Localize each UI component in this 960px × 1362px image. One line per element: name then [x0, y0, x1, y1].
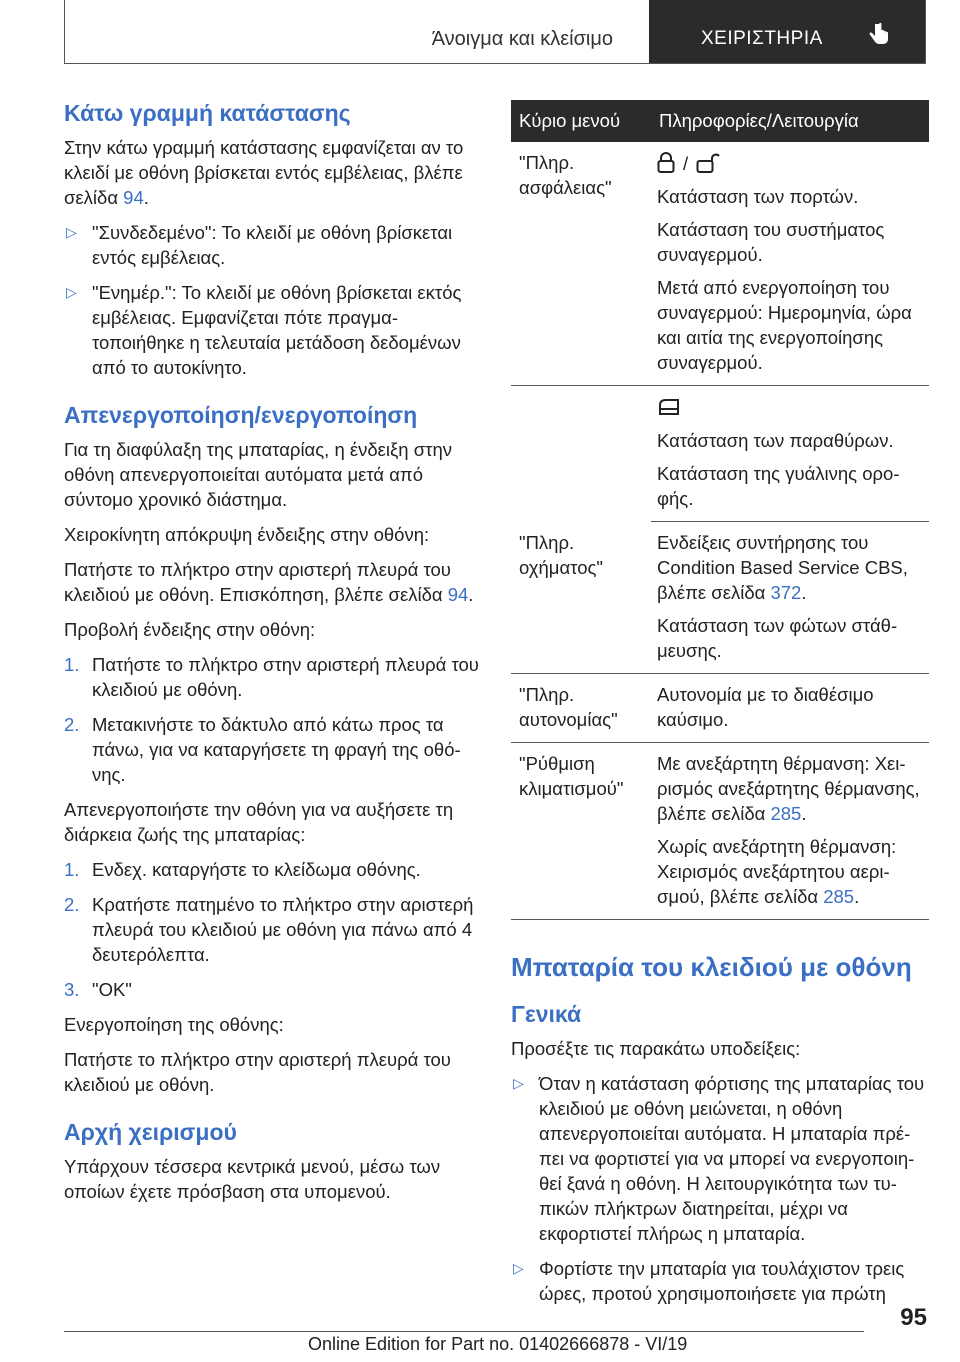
- paragraph: Χειροκίνητη απόκρυψη ένδειξης στην οθόνη:: [64, 524, 430, 545]
- list-item: [64, 712, 484, 787]
- info-text-part: Με ανεξάρτητη θέρμανση: Χειρισμός ανεξάρτητης θέρμανσης, βλέπε σελίδα: [657, 753, 920, 824]
- step-number: 2.: [64, 714, 80, 735]
- page-link[interactable]: 285: [823, 886, 855, 907]
- list-item: [64, 977, 484, 1002]
- info-text: [657, 751, 923, 826]
- table-row: [511, 674, 929, 743]
- menu-cell: "Πληρ. αυτονομίας": [511, 674, 651, 743]
- table-header-row: [511, 100, 929, 142]
- list-item-text: "OK": [92, 979, 132, 1000]
- info-text: Μετά από ενεργοποίηση του συναγερμού: Ημερομηνία, ώρα και αιτία της ενεργοποίησης συναγερμού.: [657, 277, 912, 373]
- off-steps-list: [64, 857, 484, 1002]
- paragraph: Για τη διαφύλαξη της μπαταρίας, η ένδειξη στην οθόνη απενεργοποιείται αυτόματα μετά από σύντομο χρονικό διάστημα.: [64, 439, 453, 510]
- page-link[interactable]: 94: [447, 584, 469, 605]
- list-item-text: "Συνδεδεμένο": Το κλειδί με οθόνη βρίσκεται εντός εμβέλειας.: [92, 222, 453, 268]
- info-text: Αυτονομία με το διαθέσιμο καύσιμο.: [657, 684, 874, 730]
- step-number: 1.: [64, 859, 80, 880]
- right-column: [511, 100, 929, 1316]
- footer-divider: [64, 1331, 864, 1332]
- icon-line: [657, 394, 923, 420]
- step-number: 1.: [64, 654, 80, 675]
- step-number: 3.: [64, 979, 80, 1000]
- column-header-main-menu: Κύριο μενού: [511, 100, 651, 142]
- icon-line: [657, 150, 923, 176]
- info-text-end: .: [801, 803, 807, 824]
- paragraph: Πατήστε το πλήκτρο στην αριστερή πλευρά του κλειδιού με οθόνη.: [64, 1049, 451, 1095]
- header-chapter-tab: [649, 0, 925, 63]
- icon-separator: /: [683, 152, 689, 174]
- list-item-text: Πατήστε το πλήκτρο στην αριστερή πλευρά του κλειδιού με οθόνη.: [92, 654, 479, 700]
- header-section-title: Άνοιγμα και κλείσιμο: [431, 28, 613, 50]
- general-heading: Γενικά: [511, 1001, 582, 1027]
- list-item-text: "Ενημέρ.": Το κλειδί με οθόνη βρίσκεται εκτός εμβέλειας. Εμφανίζεται πότε πραγματοποιήθηκε η τελευταία μετάδοση δεδομένων από το αυτοκίνητο.: [92, 282, 462, 378]
- page-link[interactable]: 94: [123, 187, 144, 208]
- list-item: [511, 1256, 929, 1306]
- info-text: Κατάσταση του συστήματος συναγερμού.: [657, 219, 885, 265]
- info-text: Κατάσταση των πορτών.: [657, 186, 859, 207]
- paragraph: Προσέξτε τις παρακάτω υποδείξεις:: [511, 1038, 801, 1059]
- list-item: [64, 892, 484, 967]
- show-steps-list: [64, 652, 484, 787]
- table-row: [511, 743, 929, 920]
- battery-heading: Μπαταρία του κλειδιού με οθόνη: [511, 952, 912, 982]
- page-link[interactable]: 285: [770, 803, 802, 824]
- triangle-bullet-icon: ▷: [513, 1075, 524, 1091]
- info-text-end: .: [801, 582, 807, 603]
- info-text-part: Χωρίς ανεξάρτητη θέρμανση: Χειρισμός ανεξάρτητου αερισμού, βλέπε σελίδα: [657, 836, 897, 907]
- table-row: [511, 386, 929, 522]
- window-icon: [657, 397, 681, 417]
- paragraph: Ενεργοποίηση της οθόνης:: [64, 1014, 284, 1035]
- hand-pointer-icon: [867, 22, 891, 48]
- paragraph: Υπάρχουν τέσσερα κεντρικά μενού, μέσω των οποίων έχετε πρόσβαση στα υπομενού.: [64, 1156, 441, 1202]
- column-header-info: Πληροφορίες/Λειτουργία: [651, 100, 929, 142]
- left-column: [64, 100, 484, 1214]
- list-item: [64, 220, 484, 270]
- page-link[interactable]: 372: [770, 582, 802, 603]
- table-row: [511, 142, 929, 386]
- status-intro-end: .: [143, 187, 149, 208]
- lock-closed-icon: [657, 152, 675, 174]
- status-intro-text: Στην κάτω γραμμή κατάστασης εμφανίζεται αν το κλειδί με οθόνη βρίσκεται εντός εμβέλειας, βλέπε σελίδα: [64, 137, 464, 208]
- general-bullet-list: [511, 1071, 929, 1306]
- triangle-bullet-icon: ▷: [66, 224, 77, 240]
- info-text: [657, 834, 923, 909]
- page-header: [64, 0, 926, 64]
- info-cell: [651, 743, 929, 920]
- menu-cell: "Ρύθμιση κλιματισμού": [511, 743, 651, 920]
- step-number: 2.: [64, 894, 80, 915]
- list-item: [64, 652, 484, 702]
- operation-heading: Αρχή χειρισμού: [64, 1119, 237, 1145]
- info-text-part: Ενδείξεις συντήρησης του Condition Based Service CBS, βλέπε σελίδα: [657, 532, 908, 603]
- triangle-bullet-icon: ▷: [513, 1260, 524, 1276]
- list-item: [511, 1071, 929, 1246]
- menu-cell: "Πληρ. οχήματος": [511, 522, 651, 674]
- status-heading: Κάτω γραμμή κατάστασης: [64, 100, 351, 126]
- info-cell: [651, 522, 929, 674]
- header-chapter-title: ΧΕΙΡΙΣΤΗΡΙΑ: [701, 28, 823, 49]
- info-cell: [651, 386, 929, 522]
- paragraph: [64, 557, 484, 607]
- page-number: 95: [900, 1304, 927, 1331]
- table-row: [511, 522, 929, 674]
- info-text: Κατάσταση των παραθύρων.: [657, 430, 894, 451]
- triangle-bullet-icon: ▷: [66, 284, 77, 300]
- list-item-text: Όταν η κατάσταση φόρτισης της μπαταρίας του κλειδιού με οθόνη μειώνεται, η οθόνη απενεργοποιείται αυτόματα. Η μπαταρία πρέπει να φορτιστεί για να μπορεί να ενεργοποιηθεί ξανά η οθόνη. Η λειτουργικότητα των τυπικών πλήκτρων διατηρείται, μέχρι να εκφορτιστεί πλήρως η μπαταρία.: [539, 1073, 925, 1244]
- menu-cell-empty: [511, 386, 651, 522]
- list-item-text: Φορτίστε την μπαταρία για τουλάχιστον τρεις ώρες, προτού χρησιμοποιήσετε για πρώτη: [539, 1258, 905, 1304]
- status-bullet-list: [64, 220, 484, 380]
- list-item-text: Ενδεχ. καταργήστε το κλείδωμα οθόνης.: [92, 859, 421, 880]
- list-item-text: Μετακινήστε το δάκτυλο από κάτω προς τα πάνω, για να καταργήσετε τη φραγή της οθόνης.: [92, 714, 461, 785]
- info-cell: [651, 674, 929, 743]
- menu-cell: "Πληρ. ασφάλειας": [511, 142, 651, 386]
- list-item: [64, 857, 484, 882]
- list-item-text: Κρατήστε πατημένο το πλήκτρο στην αριστερή πλευρά του κλειδιού με οθόνη για πάνω από 4 δευτερόλεπτα.: [92, 894, 474, 965]
- status-intro: [64, 135, 484, 210]
- paragraph-text: Πατήστε το πλήκτρο στην αριστερή πλευρά του κλειδιού με οθόνη. Επισκόπηση, βλέπε σελίδα: [64, 559, 451, 605]
- main-menu-table: [511, 100, 929, 920]
- paragraph: Προβολή ένδειξης στην οθόνη:: [64, 619, 316, 640]
- paragraph: Απενεργοποιήστε την οθόνη για να αυξήσετε τη διάρκεια ζωής της μπαταρίας:: [64, 799, 454, 845]
- info-text-end: .: [854, 886, 860, 907]
- footer-edition: Online Edition for Part no. 01402666878 - VI/19: [308, 1334, 688, 1354]
- info-text: Κατάσταση της γυάλινης οροφής.: [657, 463, 900, 509]
- lock-open-icon: [696, 152, 720, 174]
- info-cell: [651, 142, 929, 386]
- paragraph-end: .: [468, 584, 474, 605]
- deactivation-heading: Απενεργοποίηση/ενεργοποίηση: [64, 402, 418, 428]
- info-text: Κατάσταση των φώτων στάθμευσης.: [657, 615, 898, 661]
- list-item: [64, 280, 484, 380]
- info-text: [657, 530, 923, 605]
